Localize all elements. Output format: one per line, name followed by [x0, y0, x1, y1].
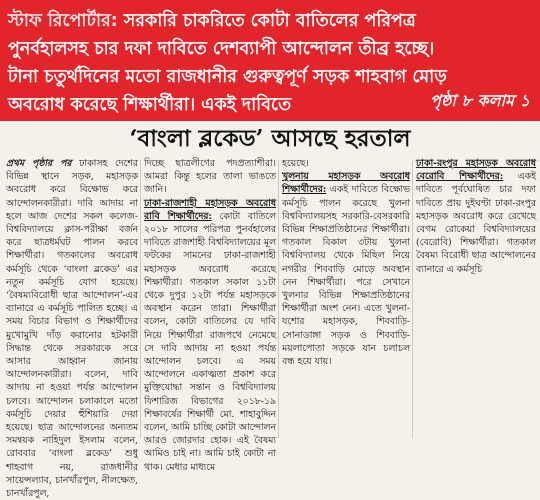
rajshahi-subhead: ঢাকা-রাজশাহী মহাসড়ক অবরোধ রাবি শিক্ষার্থীদের:: [144, 197, 276, 222]
red-summary-banner: [0, 0, 540, 121]
column-1-paragraph: [6, 157, 138, 500]
column-1-text: ঢাকাসহ দেশের বিভিন্ন স্থানে সড়ক, মহাসড়ক অবরোধ করে বিক্ষোভ করে আন্দোলনকারীরা। দাবি আদায় না হলে আজ দেশের সকল কলেজ-বিশ্ববিদ্যালয়ে ক্লাস-পরীক্ষা বর্জন করে ছাত্রধর্মঘট পালন করবে শিক্ষার্থীরা। গতকালের অবরোধ কর্মসূচি থেকে ‘বাংলা ব্লকেড’ এর নতুন কর্মসূচি যোগ হয়েছে। ‘বৈষম্যবিরোধী ছাত্র আন্দোলন’-এর ব্যানারে এ কর্মসূচি পালিত হচ্ছে। এ সময় বিচার বিভাগ ও শিক্ষার্থীদের মুখোমুখি দাঁড় করানোর হটকারী সিদ্ধান্ত থেকে সরকারকে সরে আসার আহ্বান জানায় আন্দোলনকারীরা। বলেন, দাবি আদায় না হওয়া পর্যন্ত আন্দোলন চলবে। আন্দোলন চলাকালে মতো কর্মসূচি দেয়ার হুঁশিয়ারি দেয়া হয়েছে। ছাত্র আন্দোলনের অন্যতম সমন্বয়ক নাহিদুল ইসলাম বলেন, রোববার ‘বাংলা ব্লকেড’ শুধু শাহবাগ নয়, রাজধানীর সায়েন্সল্যাব, চানখাঁরপুল, নীলক্ষেত, চানখাঁরপুল,: [6, 158, 138, 500]
column-2-text: কোটা বাতিলে ২০১৮ সালের পরিপত্র পুনর্বহালের দাবিতে রাজশাহী বিশ্ববিদ্যালয়ের মূল ফটকের সামনের ঢাকা-রাজশাহী মহাসড়ক অবরোধ করেছে শিক্ষার্থীরা। গতকাল সকাল ১১টা থেকে দুপুর ১২টা পর্যন্ত মহাসড়কে অবস্থান করেন তারা। শিক্ষার্থীরা বলেন, কোটা বাতিলের যে দাবি নিয়ে শিক্ষার্থীরা রাজপথে নেমেছে সে দাবি আদায় না হওয়া পর্যন্ত আন্দোলন চলবে। এ সময় আন্দোলনে একাত্মতা প্রকাশ করে মুক্তিযোদ্ধা সন্তান ও বিশ্ববিদ্যালয় ফিশারিজ বিভাগের ২০১৮-১৯ শিক্ষাবর্ষের শিক্ষার্থী মো. শাহাবুদ্দিন বলেন, আমি চাচ্ছি কোটা আন্দোলন আরও জোরদার হোক। এই বৈষম্য আমিও চাই না। আমি চাই কোটা না থাক। মেধার মাধ্যমে: [144, 210, 276, 473]
staff-reporter-kicker: স্টাফ রিপোর্টার:: [8, 11, 118, 31]
column-3-intro: হয়েছে।: [282, 158, 309, 169]
khulna-subhead: খুলনায় মহাসড়ক অবরোধ শিক্ষার্থীদের:: [282, 171, 410, 196]
banner-line-2: পুনর্বহালসহ চার দফা দাবিতে দেশব্যাপী আন্দোলন তীব্র হচ্ছে।: [8, 39, 435, 59]
article-column-4: [416, 157, 536, 440]
article-column-2: [144, 157, 276, 473]
article-headline: ‘বাংলা ব্লকেড’ আসছে হরতাল: [129, 125, 411, 152]
rangpur-subhead: ঢাকা-রংপুর মহাসড়ক অবরোধ বেরোবি শিক্ষার্থীদের:: [416, 158, 536, 183]
column-3-text: একই দাবিতে বিক্ষোভ কর্মসূচি পালন করেছে খুলনা বিশ্ববিদ্যালয়সহ সরকারি-বেসরকারি বিভিন্ন শিক্ষাপ্রতিষ্ঠানের শিক্ষার্থীরা। গতকাল বিকাল ৩টায় খুলনা বিশ্ববিদ্যালয় থেকে মিছিল নিয়ে নগরীর শিববাড়ি মোড়ে অবস্থান নেন শিক্ষার্থীরা। পরে সেখানে খুলনার বিভিন্ন শিক্ষাপ্রতিষ্ঠানের শিক্ষার্থীরা অংশ নেন। এতে খুলনা-যশোর মহাসড়ক, শিববাড়ি-সোনাডাঙ্গা সড়ক ও শিববাড়ি-ময়লাপোতা সড়কে যান চলাচল বন্ধ হয়ে যায়।: [282, 184, 410, 368]
column-4-paragraph: [416, 157, 536, 276]
column-2-intro: দিচ্ছে ছাত্রলীগের পদপ্রত্যাশীরা। আমরা কিন্তু হলের তালা ভাঙতে জানি।: [144, 158, 276, 196]
continued-from-front-label: প্রথম পৃষ্ঠার পর: [6, 158, 72, 169]
article-body: [0, 157, 540, 500]
column-3-paragraph: [282, 170, 410, 368]
banner-line-4: অবরোধ করেছে শিক্ষার্থীরা। একই দাবিতে: [8, 95, 292, 115]
column-4-text: একই দাবিতে পূর্বঘোষিত চার দফা দাবিতে প্রায় দুইঘণ্টা ঢাকা-রংপুর মহাসড়ক অবরোধ করে রেখেছে বেগম রোকেয়া বিশ্ববিদ্যালয়ের (বেরোবি) শিক্ষার্থীরা। গতকাল বৈষম্য বিরোধী ছাত্র আন্দোলনের ব্যানারে এ কর্মসূচি: [416, 171, 537, 275]
article-column-3: [282, 157, 410, 440]
article-column-1: [6, 157, 138, 500]
banner-line-3: টানা চতুর্থদিনের মতো রাজধানীর গুরুত্বপূর্ণ সড়ক শাহবাগ মোড়: [8, 67, 447, 87]
page-reference: পৃষ্ঠা ৮ কলাম ১: [429, 91, 530, 110]
banner-line-1: [8, 7, 534, 35]
banner-line-1-text: সরকারি চাকরিতে কোটা বাতিলের পরিপত্র: [117, 11, 416, 31]
column-2-paragraph: [144, 197, 276, 474]
